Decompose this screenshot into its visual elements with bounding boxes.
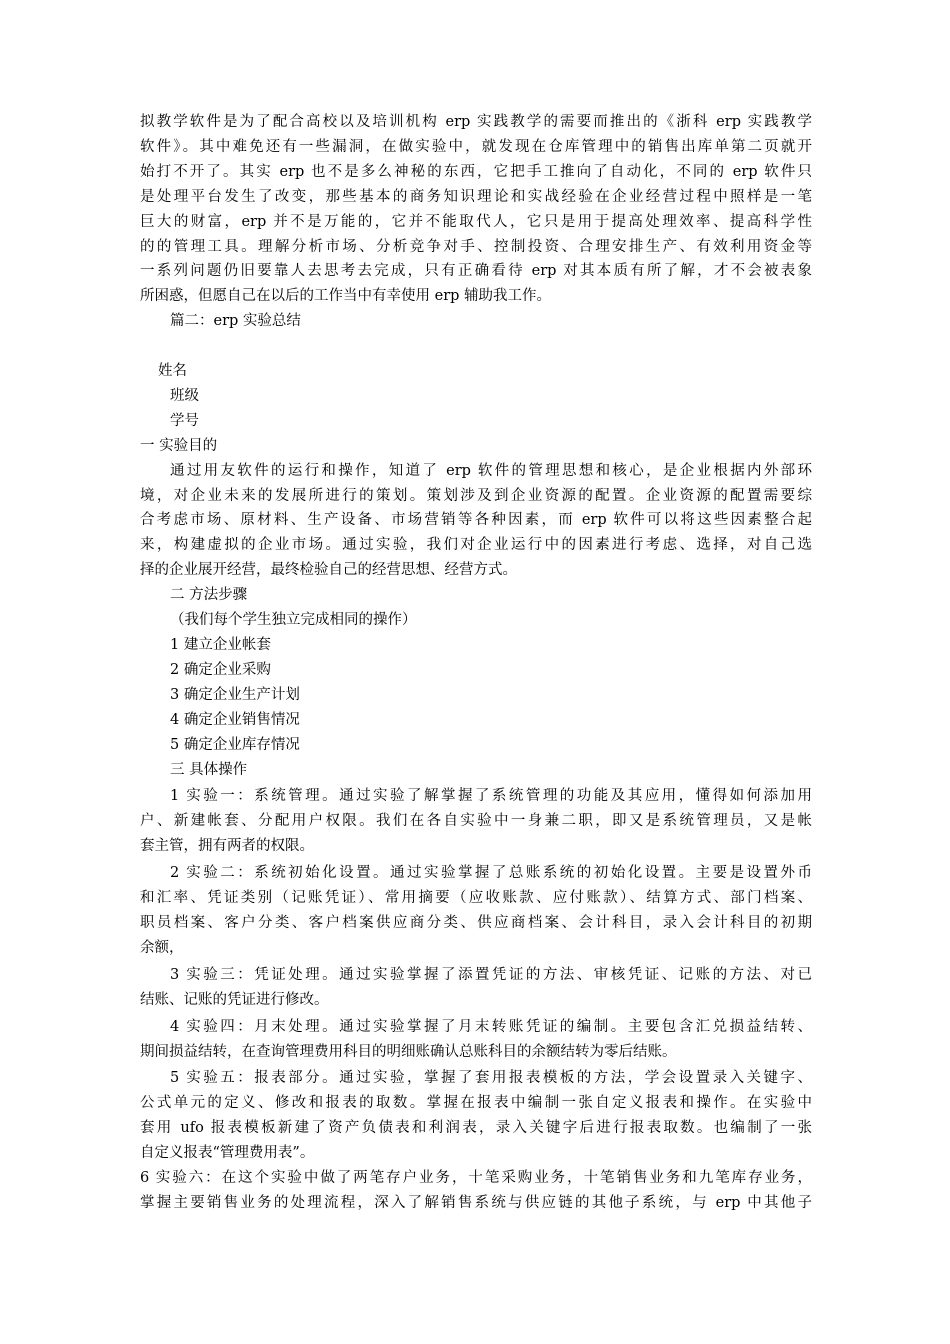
part2-heading: 二 方法步骤 — [170, 587, 248, 604]
part1-line: 择的企业展开经营，最终检验自己的经营思想、经营方式。 — [140, 562, 517, 579]
document-page — [140, 110, 812, 1216]
intro-line: 软件》。其中难免还有一些漏洞，在做实验中，就发现在仓库管理中的销售出库单第二页就开 — [140, 138, 812, 155]
step-item: 3 确定企业生产计划 — [170, 686, 300, 703]
exp5-line: 公式单元的定义、修改和报表的取数。掌握在报表中编制一张自定义报表和操作。在实验中 — [140, 1095, 812, 1112]
intro-line: 一系列问题仍旧要靠人去思考去完成，只有正确看待 erp 对其本质有所了解，才不会被表象 — [140, 263, 812, 280]
exp4-line: 4 实验四：月末处理。通过实验掌握了月末转账凭证的编制。主要包含汇兑损益结转、 — [170, 1018, 812, 1035]
exp1-line: 套主管，拥有两者的权限。 — [140, 838, 314, 855]
blank-line — [140, 334, 812, 359]
exp3-line: 3 实验三：凭证处理。通过实验掌握了添置凭证的方法、审核凭证、记账的方法、对已 — [170, 966, 812, 983]
part1-heading: 一 实验目的 — [140, 437, 218, 454]
intro-line: 是处理平台发生了改变，那些基本的商务知识理论和实战经验在企业经营过程中照样是一笔 — [140, 188, 812, 205]
field-name-label: 姓名 — [158, 363, 187, 380]
exp1-line: 户、新建帐套、分配用户权限。我们在各自实验中一身兼二职，即又是系统管理员，又是帐 — [140, 813, 812, 830]
part1-line: 合考虑市场、原材料、生产设备、市场营销等各种因素，而 erp 软件可以将这些因素整合起 — [140, 512, 812, 529]
exp2-line: 和汇率、凭证类别（记账凭证）、常用摘要（应收账款、应付账款）、结算方式、部门档案、 — [140, 890, 812, 907]
part1-line: 通过用友软件的运行和操作，知道了 erp 软件的管理思想和核心，是企业根据内外部环 — [170, 462, 812, 479]
intro-line: 的的管理工具。理解分析市场、分析竞争对手、控制投资、合理安排生产、有效利用资金等 — [140, 238, 812, 255]
step-item: 4 确定企业销售情况 — [170, 711, 300, 728]
intro-line: 所困惑，但愿自己在以后的工作当中有幸使用 erp 辅助我工作。 — [140, 288, 552, 305]
exp2-line: 职员档案、客户分类、客户档案供应商分类、供应商档案、会计科目，录入会计科目的初期 — [140, 914, 812, 931]
section-title: 篇二：erp 实验总结 — [170, 313, 301, 330]
exp2-line: 2 实验二：系统初始化设置。通过实验掌握了总账系统的初始化设置。主要是设置外币 — [170, 865, 812, 882]
exp6-line: 掌握主要销售业务的处理流程，深入了解销售系统与供应链的其他子系统，与 erp 中其他子 — [140, 1194, 812, 1211]
part1-line: 来，构建虚拟的企业市场。通过实验，我们对企业运行中的因素进行考虑、选择，对自己选 — [140, 537, 812, 554]
step-item: 1 建立企业帐套 — [170, 637, 271, 654]
part2-note: （我们每个学生独立完成相同的操作） — [170, 612, 417, 629]
exp2-line: 余额， — [140, 939, 184, 956]
exp5-line: 自定义报表“管理费用表”。 — [140, 1145, 315, 1162]
exp5-line: 套用 ufo 报表模板新建了资产负债表和利润表，录入关键字后进行报表取数。也编制了一张 — [140, 1120, 812, 1137]
part1-line: 境，对企业未来的发展所进行的策划。策划涉及到企业资源的配置。企业资源的配置需要综 — [140, 487, 812, 504]
exp5-line: 5 实验五：报表部分。通过实验，掌握了套用报表模板的方法，学会设置录入关键字、 — [170, 1070, 812, 1087]
exp3-line: 结账、记账的凭证进行修改。 — [140, 991, 329, 1008]
step-item: 2 确定企业采购 — [170, 661, 271, 678]
part3-heading: 三 具体操作 — [170, 761, 248, 778]
exp4-line: 期间损益结转，在查询管理费用科目的明细账确认总账科目的余额结转为零后结账。 — [140, 1043, 677, 1060]
intro-line: 始打不开了。其实 erp 也不是多么神秘的东西，它把手工推向了自动化，不同的 erp 软件只 — [140, 163, 812, 180]
field-student-id-label: 学号 — [170, 412, 199, 429]
intro-line: 巨大的财富，erp 并不是万能的，它并不能取代人，它只是用于提高处理效率、提高科学性 — [140, 213, 812, 230]
field-class-label: 班级 — [170, 387, 199, 404]
exp1-line: 1 实验一：系统管理。通过实验了解掌握了系统管理的功能及其应用，懂得如何添加用 — [170, 788, 812, 805]
step-item: 5 确定企业库存情况 — [170, 736, 300, 753]
exp6-line: 6 实验六：在这个实验中做了两笔存户业务，十笔采购业务，十笔销售业务和九笔库存业务， — [140, 1170, 812, 1187]
intro-line: 拟教学软件是为了配合高校以及培训机构 erp 实践教学的需要而推出的《浙科 erp 实践教学 — [140, 114, 812, 130]
